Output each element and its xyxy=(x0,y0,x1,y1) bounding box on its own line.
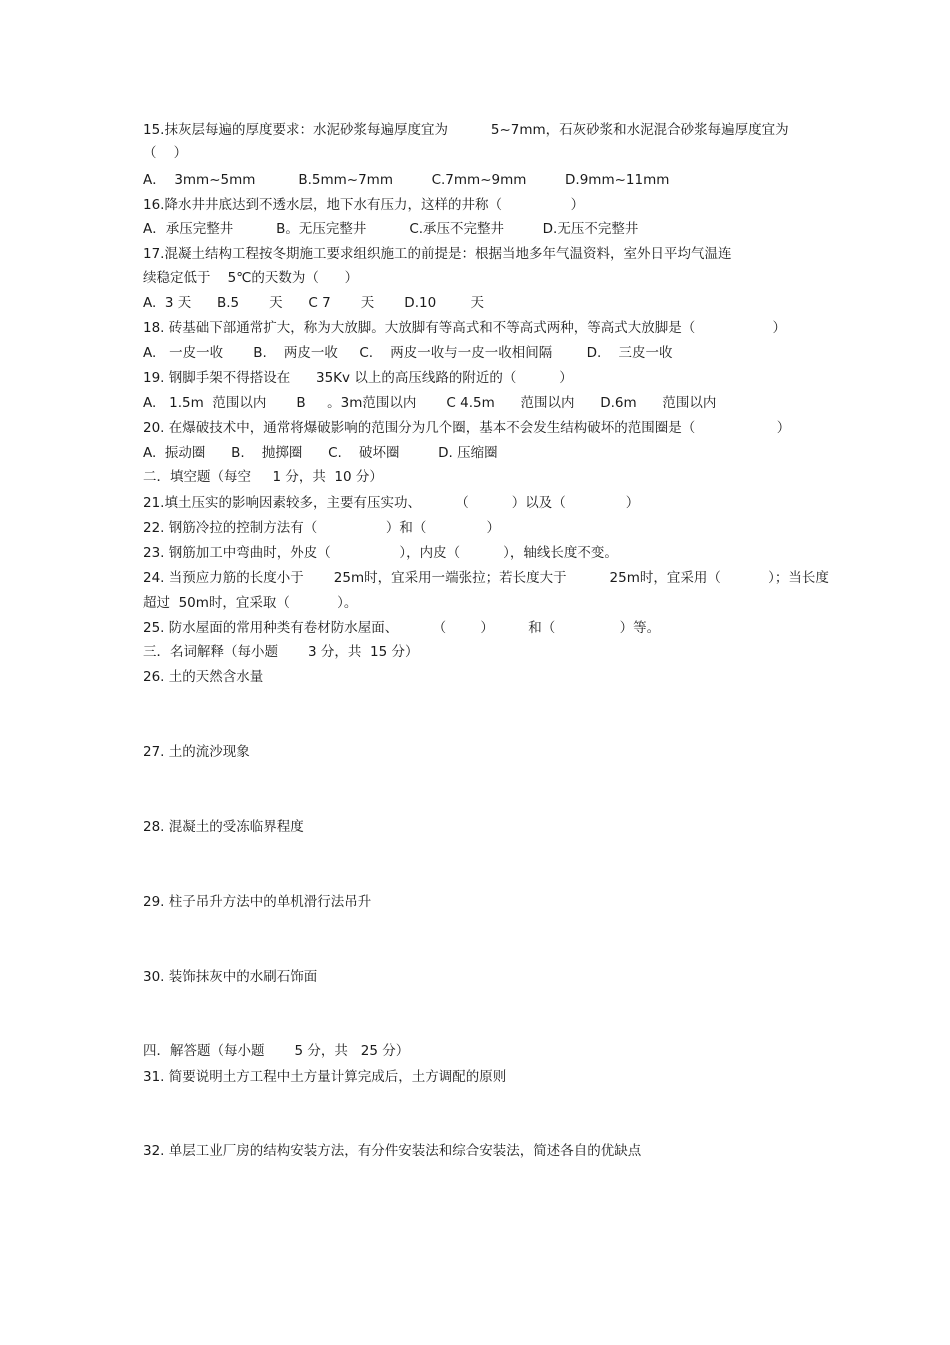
question-25: 25. 防水屋面的常用种类有卷材防水屋面、 （ ） 和（ ）等。 xyxy=(143,620,661,636)
question-19: 19. 钢脚手架不得搭设在 35Kv 以上的高压线路的附近的（ ） xyxy=(143,370,573,386)
question-29: 29. 柱子吊升方法中的单机滑行法吊升 xyxy=(143,894,372,910)
question-23: 23. 钢筋加工中弯曲时，外皮（ ），内皮（ ），轴线长度不变。 xyxy=(143,545,618,561)
question-31: 31. 简要说明土方工程中土方量计算完成后，土方调配的原则 xyxy=(143,1069,507,1085)
question-30: 30. 装饰抹灰中的水刷石饰面 xyxy=(143,969,318,985)
section-3-heading: 三．名词解释（每小题 3 分，共 15 分） xyxy=(143,644,419,660)
question-26: 26. 土的天然含水量 xyxy=(143,669,264,685)
question-16: 16.降水井井底达到不透水层，地下水有压力，这样的井称（ ） xyxy=(143,197,585,213)
question-19-options: A. 1.5m 范围以内 B 。3m范围以内 C 4.5m 范围以内 D.6m 范围以内 xyxy=(143,395,717,411)
question-24-continued: 超过 50m时，宜采取（ ）。 xyxy=(143,595,358,611)
question-18-options: A. 一皮一收 B. 两皮一收 C. 两皮一收与一皮一收相间隔 D. 三皮一收 xyxy=(143,345,673,361)
section-2-heading: 二．填空题（每空 1 分，共 10 分） xyxy=(143,469,383,485)
question-22: 22. 钢筋冷拉的控制方法有（ ）和（ ） xyxy=(143,520,500,536)
question-28: 28. 混凝土的受冻临界程度 xyxy=(143,819,304,835)
section-4-heading: 四．解答题（每小题 5 分，共 25 分） xyxy=(143,1043,410,1059)
question-15-blank: （ ） xyxy=(143,145,188,161)
question-17: 17.混凝土结构工程按冬期施工要求组织施工的前提是：根据当地多年气温资料，室外日平均气温连 xyxy=(143,246,732,262)
question-20-options: A. 振动圈 B. 抛掷圈 C. 破坏圈 D. 压缩圈 xyxy=(143,445,498,461)
question-16-options: A．承压完整井 B。无压完整井 C.承压不完整井 D.无压不完整井 xyxy=(143,221,639,237)
question-24: 24. 当预应力筋的长度小于 25m时，宜采用一端张拉；若长度大于 25m时，宜采用（ ）；当长度 xyxy=(143,570,829,586)
question-15-options: A． 3mm~5mm B.5mm~7mm C.7mm~9mm D.9mm~11mm xyxy=(143,172,670,188)
question-20: 20. 在爆破技术中，通常将爆破影响的范围分为几个圈，基本不会发生结构破坏的范围圈是（ ） xyxy=(143,420,791,436)
question-17-options: A. 3 天 B.5 天 C 7 天 D.10 天 xyxy=(143,295,485,311)
question-32: 32. 单层工业厂房的结构安装方法，有分件安装法和综合安装法，简述各自的优缺点 xyxy=(143,1143,642,1159)
question-15: 15.抹灰层每遍的厚度要求：水泥砂浆每遍厚度宜为 5~7mm，石灰砂浆和水泥混合砂浆每遍厚度宜为 xyxy=(143,122,789,138)
question-17-continued: 续稳定低于 5℃的天数为（ ） xyxy=(143,270,359,286)
question-21: 21.填土压实的影响因素较多，主要有压实功、 （ ）以及（ ） xyxy=(143,495,640,511)
question-27: 27. 土的流沙现象 xyxy=(143,744,250,760)
question-18: 18. 砖基础下部通常扩大，称为大放脚。大放脚有等高式和不等高式两种，等高式大放脚是（ ） xyxy=(143,320,787,336)
